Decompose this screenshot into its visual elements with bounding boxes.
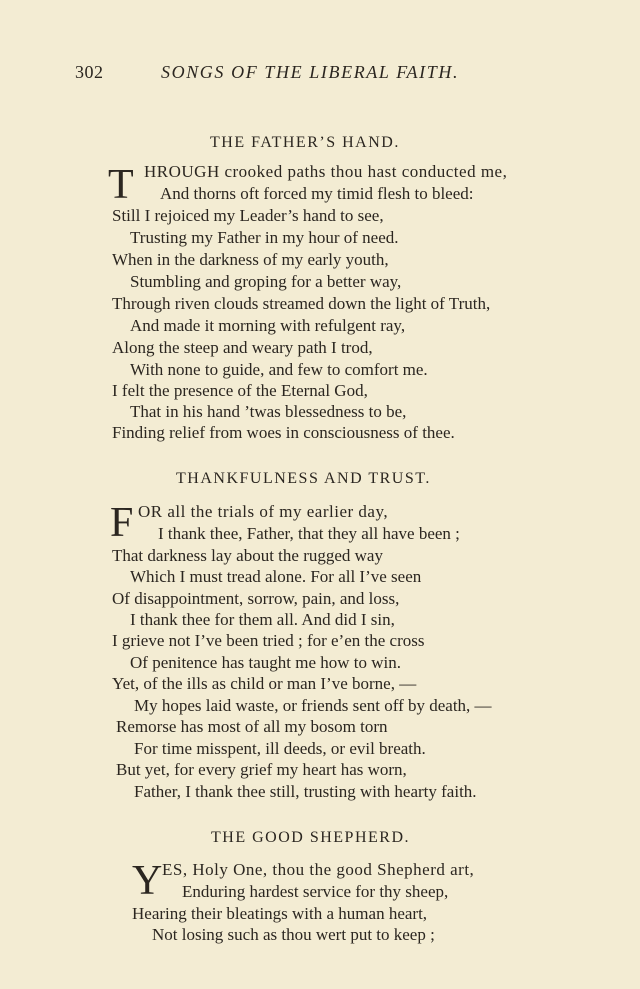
poem-line: Remorse has most of all my bosom torn (116, 717, 388, 736)
poem-line: I thank thee for them all. And did I sin, (130, 610, 395, 629)
poem-line: Enduring hardest service for thy sheep, (182, 882, 449, 901)
poem-line: Along the steep and weary path I trod, (112, 338, 373, 357)
poem-line: And thorns oft forced my timid flesh to bleed: (160, 184, 474, 203)
drop-cap: F (110, 500, 134, 546)
poem-line: Of penitence has taught me how to win. (130, 653, 401, 672)
page-number: 302 (75, 62, 104, 82)
running-title: SONGS OF THE LIBERAL FAITH. (161, 62, 460, 82)
poem-line: For time misspent, ill deeds, or evil breath. (134, 739, 426, 758)
poem-line: Finding relief from woes in consciousness of thee. (112, 423, 455, 442)
drop-cap: T (108, 162, 134, 208)
poem-title: THANKFULNESS AND TRUST. (176, 470, 431, 487)
poem-line: When in the darkness of my early youth, (112, 250, 389, 269)
poem-line: ES, Holy One, thou the good Shepherd art, (162, 860, 475, 879)
poem-line: Of disappointment, sorrow, pain, and loss, (112, 589, 400, 608)
poem-line: Still I rejoiced my Leader’s hand to see, (112, 206, 384, 225)
poem-line: I felt the presence of the Eternal God, (112, 381, 368, 400)
poem-line: OR all the trials of my earlier day, (138, 502, 389, 521)
poem-line: Which I must tread alone. For all I’ve seen (130, 567, 422, 586)
poem-line: I grieve not I’ve been tried ; for e’en the cross (112, 631, 425, 650)
poem-line: Through riven clouds streamed down the light of Truth, (112, 294, 491, 313)
poem-line: Not losing such as thou wert put to keep ; (152, 925, 435, 944)
poem-line: That darkness lay about the rugged way (112, 546, 383, 565)
poem-line: I thank thee, Father, that they all have been ; (158, 524, 460, 543)
poem-line: With none to guide, and few to comfort me. (130, 360, 428, 379)
poem-line: HROUGH crooked paths thou hast conducted me, (144, 162, 508, 181)
poem-line: But yet, for every grief my heart has worn, (116, 760, 407, 779)
poem-line: That in his hand ’twas blessedness to be, (130, 402, 407, 421)
poem-line: My hopes laid waste, or friends sent off by death, — (134, 696, 492, 715)
poem-line: Stumbling and groping for a better way, (130, 272, 402, 291)
poem-line: And made it morning with refulgent ray, (130, 316, 406, 335)
poem-line: Trusting my Father in my hour of need. (130, 228, 399, 247)
poem-line: Yet, of the ills as child or man I’ve borne, — (112, 674, 417, 693)
poem-line: Hearing their bleatings with a human heart, (132, 904, 428, 923)
poem-title: THE GOOD SHEPHERD. (211, 829, 410, 846)
drop-cap: Y (132, 858, 163, 904)
poem-title: THE FATHER’S HAND. (210, 134, 400, 151)
poem-line: Father, I thank thee still, trusting with hearty faith. (134, 782, 477, 801)
